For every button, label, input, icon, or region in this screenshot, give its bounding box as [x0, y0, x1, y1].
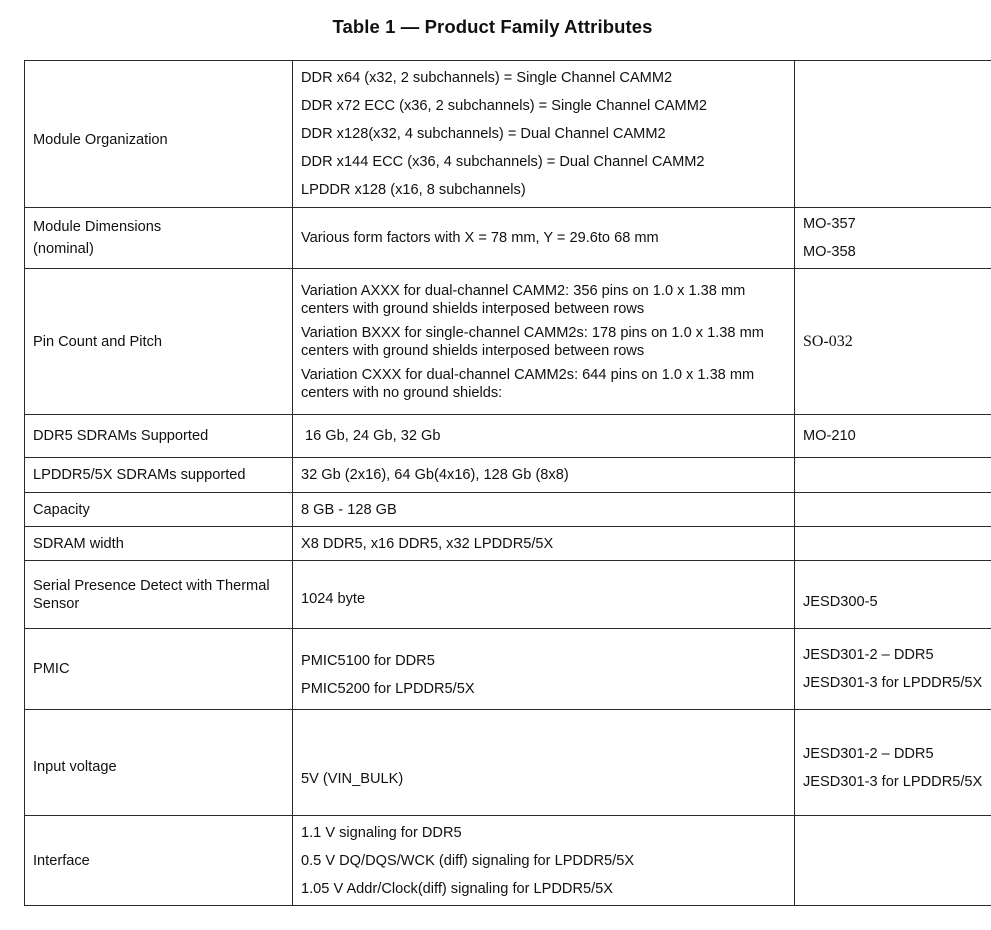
value-line: 8 GB - 128 GB: [301, 501, 397, 518]
value-line: 1.05 V Addr/Clock(diff) signaling for LPDDR5/5X: [301, 880, 614, 897]
attribute-cell: [25, 710, 293, 816]
attribute-label: Module Organization: [33, 131, 168, 148]
attribute-cell: [25, 629, 293, 710]
reference-cell: [795, 208, 991, 269]
attribute-label: (nominal): [33, 241, 94, 257]
value-cell: [293, 527, 795, 561]
value-line: LPDDR x128 (x16, 8 subchannels): [301, 182, 526, 198]
product-family-attributes-table: [24, 60, 991, 906]
attribute-label: LPDDR5/5X SDRAMs supported: [33, 467, 246, 483]
value-cell: [293, 61, 795, 208]
table-row: [25, 561, 991, 629]
value-cell: [293, 415, 795, 458]
reference-cell: [795, 493, 991, 527]
value-cell: [293, 269, 795, 415]
value-cell: [293, 816, 795, 906]
reference-line: JESD300-5: [803, 593, 878, 610]
table-row: [25, 710, 991, 816]
value-line: Variation AXXX for dual-channel CAMM2: 356 pins on 1.0 x 1.38 mm centers with ground shields interposed between rows: [301, 282, 746, 317]
table-row: [25, 816, 991, 906]
reference-line: JESD301-3 for LPDDR5/5X: [803, 773, 983, 790]
table-row: [25, 527, 991, 561]
attribute-label: Input voltage: [33, 758, 117, 775]
value-cell: [293, 458, 795, 493]
table-row: [25, 629, 991, 710]
value-line: 0.5 V DQ/DQS/WCK (diff) signaling for LPDDR5/5X: [301, 852, 635, 869]
reference-cell: [795, 458, 991, 493]
value-line: 16 Gb, 24 Gb, 32 Gb: [305, 428, 441, 444]
table-row: [25, 208, 991, 269]
value-line: DDR x144 ECC (x36, 4 subchannels) = Dual Channel CAMM2: [301, 154, 705, 170]
reference-line: JESD301-2 – DDR5: [803, 745, 934, 762]
attribute-cell: [25, 527, 293, 561]
reference-cell: [795, 816, 991, 906]
reference-line: JESD301-3 for LPDDR5/5X: [803, 675, 983, 691]
attribute-label: PMIC: [33, 661, 70, 677]
value-cell: [293, 208, 795, 269]
value-line: 1.1 V signaling for DDR5: [301, 824, 462, 841]
reference-line: MO-357: [803, 216, 856, 232]
attribute-label: Interface: [33, 852, 90, 869]
attribute-label: SDRAM width: [33, 535, 124, 552]
value-line: X8 DDR5, x16 DDR5, x32 LPDDR5/5X: [301, 535, 554, 552]
table-row: [25, 493, 991, 527]
table-title: Table 1 — Product Family Attributes: [332, 16, 653, 37]
attribute-label: Module Dimensions: [33, 219, 162, 235]
attribute-cell: [25, 561, 293, 629]
attribute-label: DDR5 SDRAMs Supported: [33, 428, 209, 444]
attribute-label: Pin Count and Pitch: [33, 333, 162, 350]
value-cell: [293, 629, 795, 710]
reference-cell: [795, 710, 991, 816]
table-row: [25, 269, 991, 415]
attribute-label: Serial Presence Detect with Thermal Sensor: [33, 577, 270, 612]
value-line: PMIC5200 for LPDDR5/5X: [301, 681, 475, 697]
attribute-label: Capacity: [33, 501, 90, 518]
attribute-cell: [25, 493, 293, 527]
reference-line: MO-210: [803, 428, 856, 444]
value-line: Variation BXXX for single-channel CAMM2s: 178 pins on 1.0 x 1.38 mm centers with ground shields interposed between rows: [301, 324, 764, 359]
table-row: [25, 415, 991, 458]
reference-cell: [795, 61, 991, 208]
value-line: 1024 byte: [301, 590, 366, 607]
value-cell: [293, 710, 795, 816]
attribute-cell: [25, 458, 293, 493]
value-line: PMIC5100 for DDR5: [301, 653, 435, 669]
reference-line: MO-358: [803, 244, 856, 260]
value-line: 5V (VIN_BULK): [301, 770, 404, 787]
value-line: DDR x128(x32, 4 subchannels) = Dual Channel CAMM2: [301, 126, 666, 142]
value-line: DDR x72 ECC (x36, 2 subchannels) = Single Channel CAMM2: [301, 98, 707, 114]
attribute-cell: [25, 415, 293, 458]
attribute-cell: [25, 269, 293, 415]
value-cell: [293, 493, 795, 527]
attribute-cell: [25, 61, 293, 208]
reference-cell: [795, 415, 991, 458]
value-cell: [293, 561, 795, 629]
reference-line: JESD301-2 – DDR5: [803, 647, 934, 663]
table-row: [25, 61, 991, 208]
reference-cell: [795, 561, 991, 629]
reference-line: SO-032: [803, 332, 853, 350]
value-line: DDR x64 (x32, 2 subchannels) = Single Channel CAMM2: [301, 70, 673, 86]
reference-cell: [795, 269, 991, 415]
table-row: [25, 458, 991, 493]
value-line: Various form factors with X = 78 mm, Y = 29.6to 68 mm: [301, 230, 659, 246]
reference-cell: [795, 527, 991, 561]
reference-cell: [795, 629, 991, 710]
attribute-cell: [25, 816, 293, 906]
value-line: Variation CXXX for dual-channel CAMM2s: 644 pins on 1.0 x 1.38 mm centers with no ground shields:: [301, 366, 755, 401]
attribute-cell: [25, 208, 293, 269]
value-line: 32 Gb (2x16), 64 Gb(4x16), 128 Gb (8x8): [301, 467, 569, 483]
